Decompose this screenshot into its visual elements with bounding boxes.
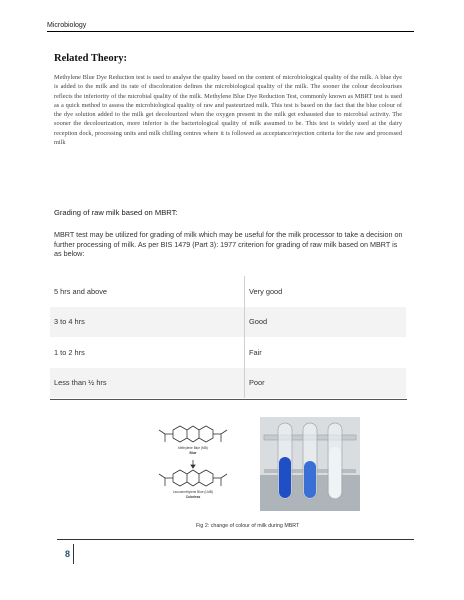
table-cell-grade: Fair xyxy=(245,337,407,368)
page-number: 8 xyxy=(65,544,74,564)
table-cell-grade: Good xyxy=(245,307,407,338)
table-cell-time: 1 to 2 hrs xyxy=(54,347,85,357)
running-header: Microbiology xyxy=(47,22,414,32)
table-cell-grade: Poor xyxy=(245,368,407,399)
table-cell-time: 5 hrs and above xyxy=(54,286,108,296)
table-row xyxy=(50,307,406,338)
table-cell-time: 3 to 4 hrs xyxy=(54,317,85,327)
lmb-color-label: Colorless xyxy=(185,495,201,499)
grading-table xyxy=(50,276,406,398)
test-tubes-photo xyxy=(260,417,360,511)
table-bottom-rule xyxy=(50,399,407,400)
theory-paragraph: Methylene Blue Dye Reduction test is used to analyse the quality based on the content of microbiological quality of the milk. A blue dye is added to the milk and its rate of discoloration defines the microbiological quality of the milk. The sooner the colour decolourises reflects the inferiority of the microbial quality of the milk. Methylene Blue Dye Reduction Test, commonly known as MBRT test is used as a quick method to assess the microbiological quality of raw and pasteurized milk. This test is based on the fact that the blue colour of the dye solution added to the milk get decolourized when the oxygen present in the milk get exhausted due to microbial activity. The sooner the decolourization, more inferior is the bacteriological quality of milk assumed to be. This test is widely used at the dairy reception dock, processing units and milk chilling centres where it is followed as acceptance/rejection criteria for the raw and processed milk xyxy=(54,74,402,147)
table-row xyxy=(50,276,406,307)
table-cell-time: Less than ½ hrs xyxy=(54,378,107,388)
mb-color-label: Blue xyxy=(189,451,197,455)
table-row xyxy=(50,337,406,368)
tube-3 xyxy=(328,423,342,499)
figure-caption: Fig 2: change of colour of milk during MBRT xyxy=(196,523,300,529)
table-cell-grade: Very good xyxy=(245,276,407,307)
tube-1-liquid xyxy=(279,457,291,498)
mb-label: Methylene Blue (MB) xyxy=(178,446,208,450)
section-title: Related Theory: xyxy=(54,53,128,64)
tube-3-liquid xyxy=(329,447,341,498)
tube-2-liquid xyxy=(304,461,316,498)
methylene-blue-structure-diagram xyxy=(143,416,243,508)
footer-rule xyxy=(57,539,414,573)
grading-paragraph: MBRT test may be utilized for grading of milk which may be useful for the milk processor to take a decision on further processing of milk. As per BIS 1479 (Part 3): 1977 criterion for grading of raw milk based on MBRT is as below: xyxy=(54,230,403,259)
lmb-label: Leucomethylene Blue (LMB) xyxy=(172,490,214,494)
tube-1 xyxy=(278,423,292,499)
grading-heading: Grading of raw milk based on MBRT: xyxy=(54,208,178,217)
table-row xyxy=(50,368,406,399)
tube-2 xyxy=(303,423,317,499)
